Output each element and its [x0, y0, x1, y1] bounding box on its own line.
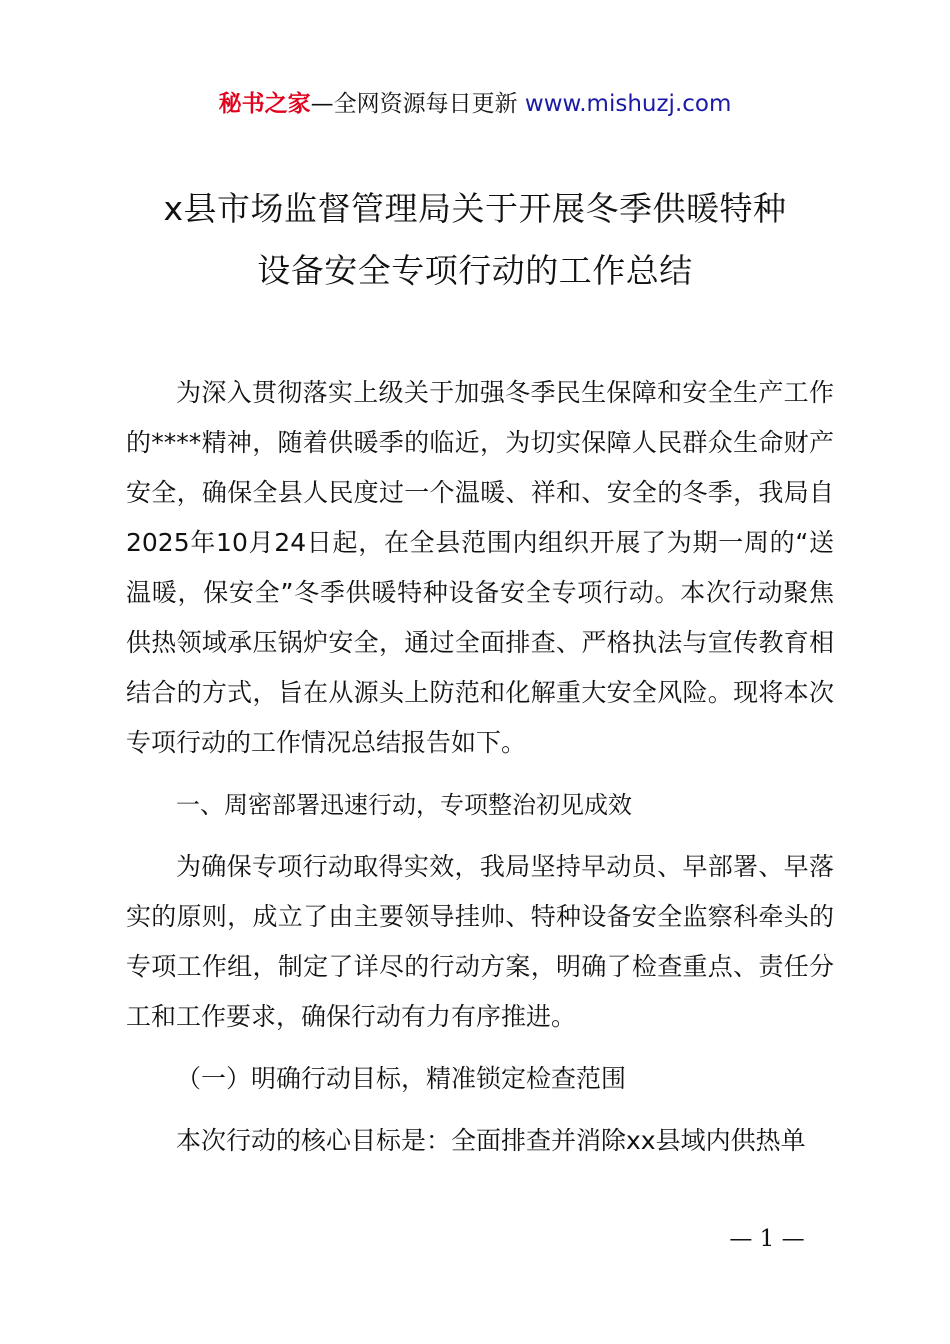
document-body [126, 368, 834, 1178]
title-line-1: x县市场监督管理局关于开展冬季供暖特种 [163, 189, 787, 228]
page-number: — 1 — [729, 1226, 805, 1252]
document-title [60, 178, 890, 302]
site-header [0, 88, 950, 120]
header-tagline: —全网资源每日更新 [310, 91, 525, 117]
intro-paragraph: 为深入贯彻落实上级关于加强冬季民生保障和安全生产工作的****精神，随着供暖季的临近，为切实保障人民群众生命财产安全，确保全县人民度过一个温暖、祥和、安全的冬季，我局自2025年10月24日起，在全县范围内组织开展了为期一周的“送温暖，保安全”冬季供暖特种设备安全专项行动。本次行动聚焦供热领域承压锅炉安全，通过全面排查、严格执法与宣传教育相结合的方式，旨在从源头上防范和化解重大安全风险。现将本次专项行动的工作情况总结报告如下。 [126, 378, 834, 757]
subsection-heading-1: （一）明确行动目标，精准锁定检查范围 [176, 1064, 627, 1093]
section-1-paragraph: 为确保专项行动取得实效，我局坚持早动员、早部署、早落实的原则，成立了由主要领导挂帅、特种设备安全监察科牵头的专项工作组，制定了详尽的行动方案，明确了检查重点、责任分工和工作要求，确保行动有力有序推进。 [126, 852, 834, 1031]
brand-name: 秘书之家 [218, 91, 311, 117]
subsection-1-paragraph: 本次行动的核心目标是：全面排查并消除xx县域内供热单 [176, 1126, 806, 1155]
site-url-link[interactable]: www.mishuzj.com [524, 91, 732, 117]
section-heading-1: 一、周密部署迅速行动，专项整治初见成效 [176, 791, 632, 819]
title-line-2: 设备安全专项行动的工作总结 [257, 251, 693, 290]
